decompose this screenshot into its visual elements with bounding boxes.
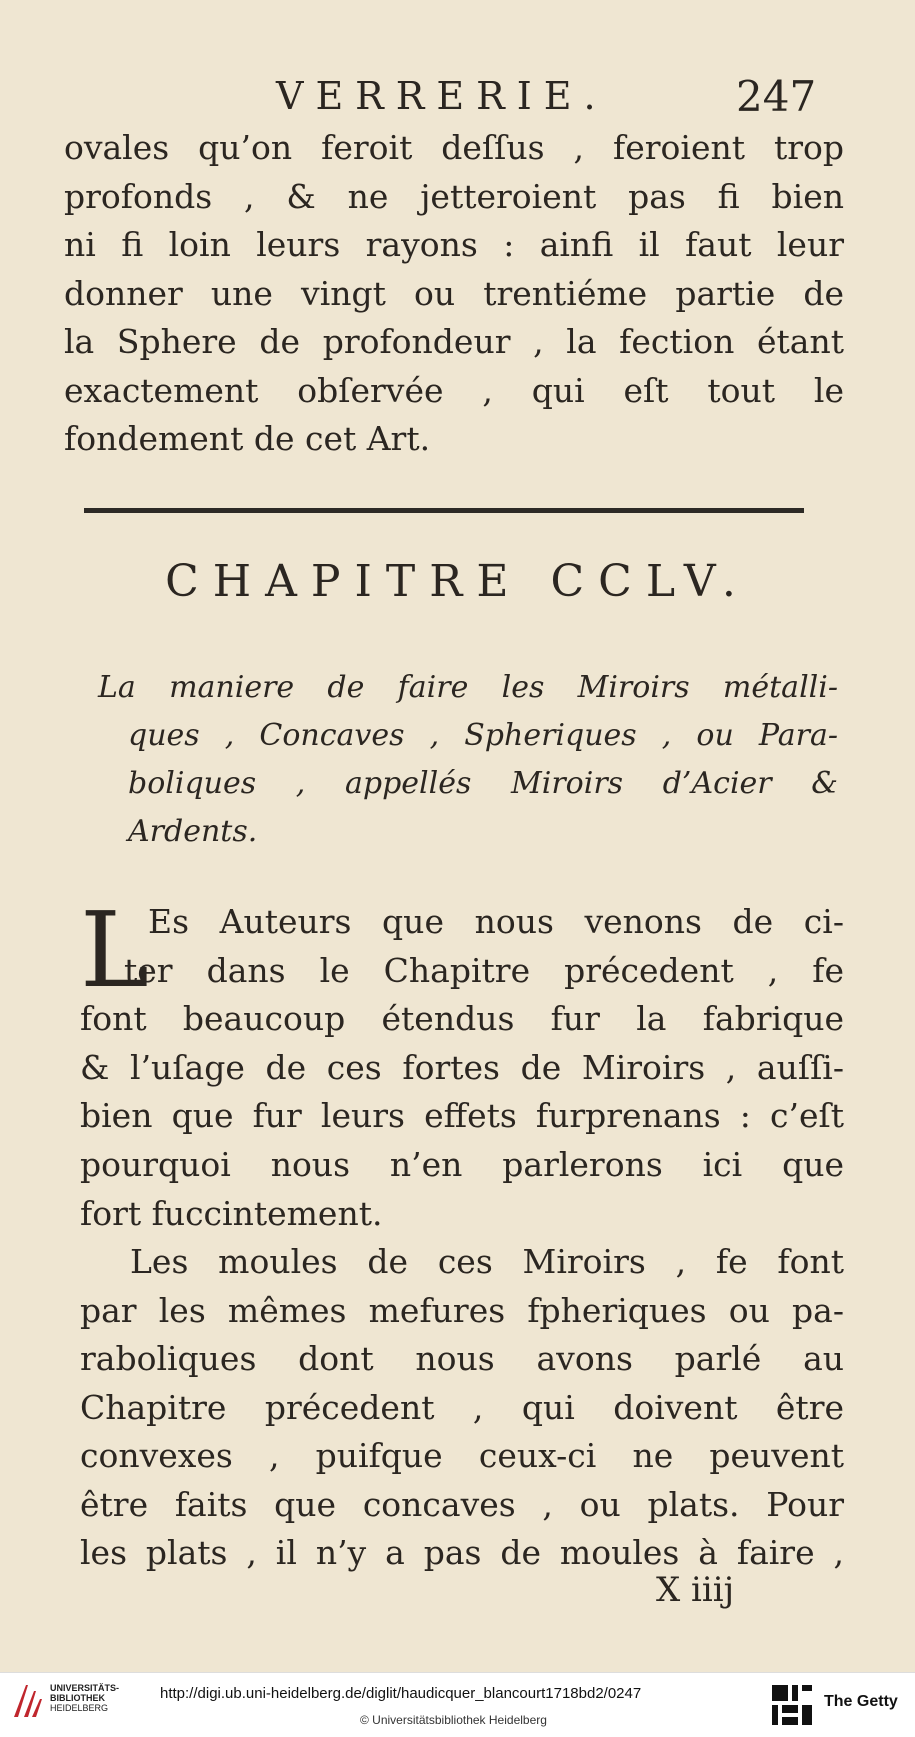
section-divider	[84, 508, 804, 513]
university-name: UNIVERSITÄTS- BIBLIOTHEK HEIDELBERG	[50, 1683, 120, 1713]
text-line: par les mêmes mefures fpheriques ou pa-	[80, 1290, 844, 1330]
page-number: 247	[736, 72, 817, 121]
text-line: ter dans le Chapitre précedent , fe	[124, 950, 844, 990]
subtitle-line: ques , Concaves , Spheriques , ou Para-	[128, 718, 838, 753]
text-line: & l’uſage de ces fortes de Miroirs , auſſi-	[80, 1047, 844, 1087]
subtitle-line: boliques , appellés Miroirs d’Acier &	[128, 766, 838, 801]
paragraph-continuation	[64, 124, 844, 464]
page-header	[0, 70, 915, 120]
subtitle-line: La maniere de faire les Miroirs métalli-	[98, 670, 838, 705]
running-title: VERRERIE.	[276, 74, 608, 118]
drop-cap: L	[80, 889, 150, 1011]
getty-label: The Getty	[824, 1693, 898, 1710]
text-line: ni fi loin leurs rayons : ainfi il faut leur	[64, 225, 844, 264]
text-line: font beaucoup étendus fur la fabrique	[80, 999, 844, 1039]
chapter-subtitle	[98, 664, 838, 856]
text-line: la Sphere de profondeur , la fection étant	[64, 322, 844, 361]
text-line: fort fuccintement.	[80, 1193, 383, 1233]
text-line: convexes , puifque ceux-ci ne peuvent	[80, 1436, 844, 1475]
text-line: être faits que concaves , ou plats. Pour	[80, 1484, 844, 1524]
text-line: exactement obſervée , qui eſt tout le	[64, 370, 844, 410]
text-line: Les moules de ces Miroirs , fe font	[130, 1242, 844, 1281]
text-line: profonds , & ne jetteroient pas fi bien	[64, 176, 844, 216]
chapter-heading: CHAPITRE CCLV.	[165, 556, 750, 607]
text-line: raboliques dont nous avons parlé au	[80, 1339, 844, 1378]
signature-mark: X iiij	[656, 1570, 735, 1610]
viewer-footer	[0, 1672, 915, 1737]
text-line: Chapitre précedent , qui doivent être	[80, 1387, 844, 1427]
text-line: donner une vingt ou trentiéme partie de	[64, 273, 844, 313]
text-line: Es Auteurs que nous venons de ci-	[148, 902, 844, 941]
permalink[interactable]: http://digi.ub.uni-heidelberg.de/diglit/haudicquer_blancourt1718bd2/0247	[160, 1685, 642, 1702]
paragraph-moulds	[80, 1238, 844, 1578]
copyright-notice: © Universitätsbibliothek Heidelberg	[360, 1713, 547, 1727]
university-logo-icon	[10, 1681, 44, 1725]
getty-logo-icon	[770, 1683, 814, 1731]
text-line: ovales qu’on feroit deſſus , feroient trop	[64, 128, 844, 167]
paragraph-intro	[64, 889, 844, 1238]
text-line: pourquoi nous n’en parlerons ici que	[80, 1144, 844, 1184]
text-line: les plats , il n’y a pas de moules à faire ,	[80, 1533, 844, 1572]
text-line: fondement de cet Art.	[64, 419, 431, 458]
text-line: bien que fur leurs effets furprenans : c’eſt	[80, 1096, 844, 1136]
subtitle-line: Ardents.	[128, 814, 258, 849]
